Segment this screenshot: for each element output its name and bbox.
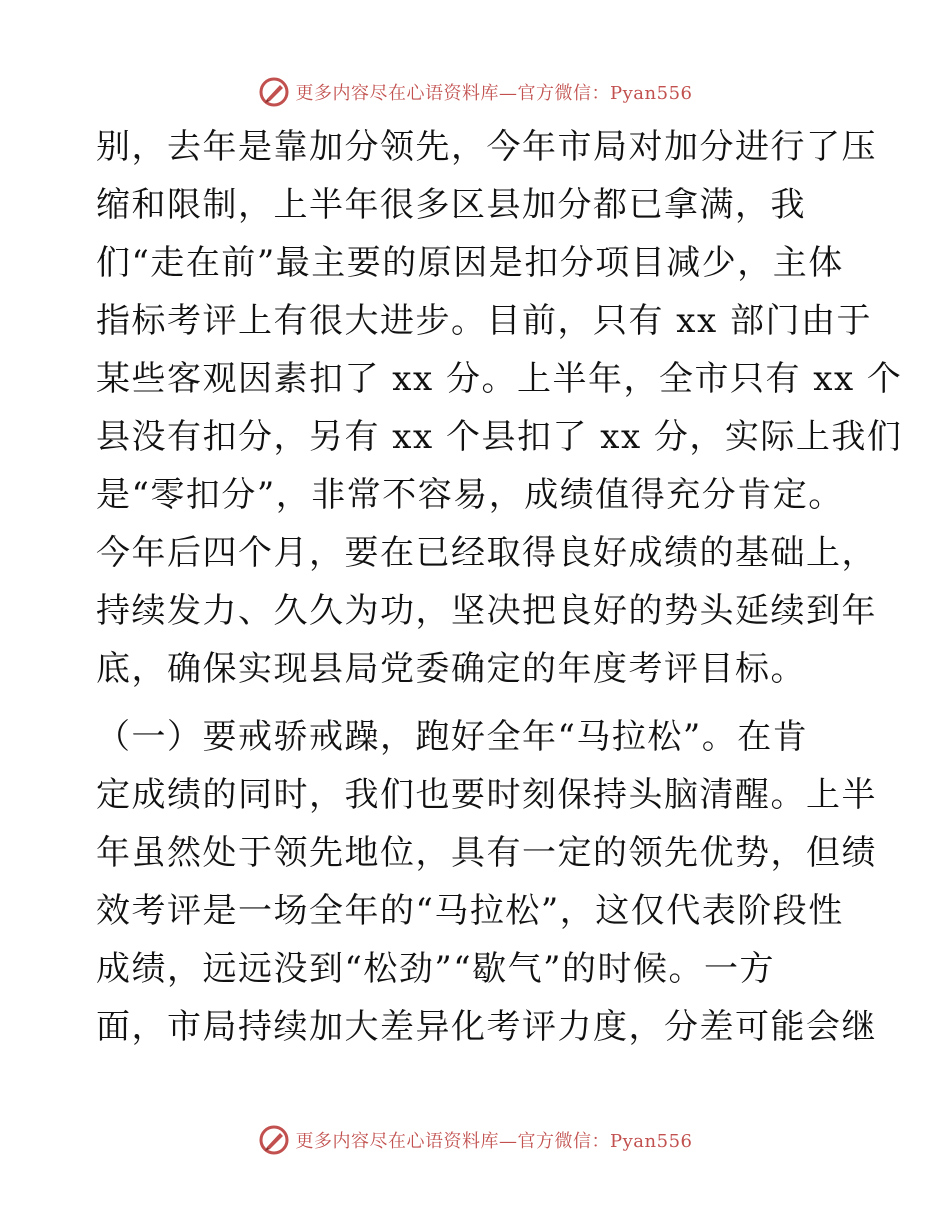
- watermark-text: 更多内容尽在心语资料库—官方微信：Pyan556: [295, 1131, 693, 1152]
- paragraph-spacer: [96, 698, 856, 708]
- text-line: 持续发力、久久为功，坚决把良好的势头延续到年: [96, 591, 877, 631]
- document-body: [96, 118, 903, 1056]
- text-line: 县没有扣分，另有 xx 个县扣了 xx 分，实际上我们: [96, 417, 903, 457]
- text-line: 面，市局持续加大差异化考评力度，分差可能会继: [96, 1007, 877, 1047]
- text-line: 定成绩的同时，我们也要时刻保持头脑清醒。上半: [96, 775, 877, 815]
- text-line: 是“零扣分”，非常不容易，成绩值得充分肯定。: [96, 475, 844, 515]
- paragraph-2: [96, 708, 877, 1056]
- text-line: 们“走在前”最主要的原因是扣分项目减少，主体: [96, 243, 844, 283]
- text-line: 指标考评上有很大进步。目前，只有 xx 部门由于: [96, 301, 872, 341]
- footer-watermark: [0, 1120, 950, 1160]
- text-line: 别，去年是靠加分领先，今年市局对加分进行了压: [96, 127, 877, 167]
- text-line: 今年后四个月，要在已经取得良好成绩的基础上，: [96, 533, 877, 573]
- header-watermark: [0, 72, 950, 112]
- watermark-text: 更多内容尽在心语资料库—官方微信：Pyan556: [295, 83, 693, 104]
- text-line: 某些客观因素扣了 xx 分。上半年，全市只有 xx 个: [96, 359, 903, 399]
- text-line: 缩和限制，上半年很多区县加分都已拿满，我: [96, 185, 806, 225]
- pen-logo-icon: [258, 76, 290, 108]
- text-line: （一）要戒骄戒躁，跑好全年“马拉松”。在肯: [96, 717, 809, 757]
- text-line: 成绩，远远没到“松劲”“歇气”的时候。一方: [96, 949, 776, 989]
- text-line: 底，确保实现县局党委确定的年度考评目标。: [96, 649, 806, 689]
- text-line: 年虽然处于领先地位，具有一定的领先优势，但绩: [96, 833, 877, 873]
- text-line: 效考评是一场全年的“马拉松”，这仅代表阶段性: [96, 891, 844, 931]
- pen-logo-icon: [258, 1124, 290, 1156]
- paragraph-1: [96, 118, 903, 698]
